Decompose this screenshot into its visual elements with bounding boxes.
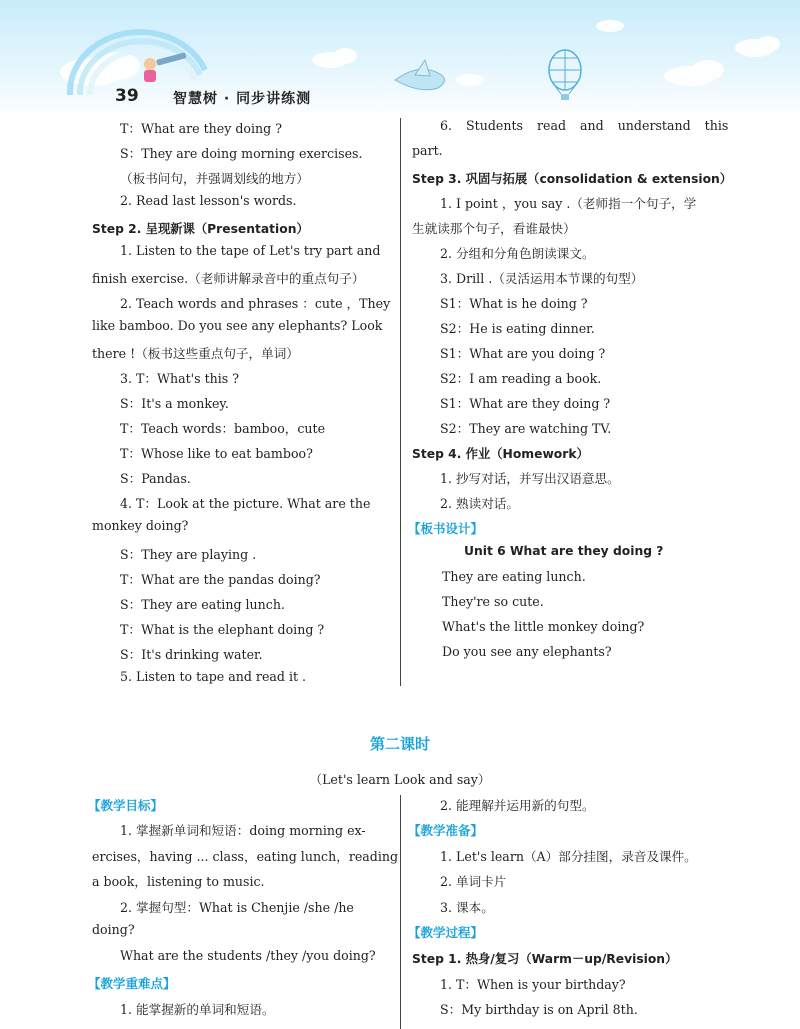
text-line: S：They are doing morning exercises. [120, 146, 363, 161]
text-line: S1：What are they doing ? [440, 396, 611, 411]
text-line: 3. T：What's this ? [120, 371, 239, 386]
text-line: S2：I am reading a book. [440, 371, 602, 386]
text-line: 3. 课本。 [440, 900, 494, 915]
text-line: 2. 掌握句型：What is Chenjie /she /he [120, 900, 354, 915]
text-line: T：What are they doing ? [120, 121, 282, 136]
text-line: 5. Listen to tape and read it . [120, 669, 307, 684]
text-line: T：What are the pandas doing? [120, 572, 321, 587]
text-line: S：They are playing . [120, 547, 257, 562]
blackboard-design-tag: 【板书设计】 [408, 521, 484, 536]
key-points-tag: 【教学重难点】 [88, 976, 176, 991]
text-line: S：It's a monkey. [120, 396, 229, 411]
text-line: S：It's drinking water. [120, 647, 263, 662]
text-line: 3. Drill .（灵活运用本节课的句型） [440, 271, 644, 286]
blackboard-title: Unit 6 What are they doing ? [464, 544, 664, 558]
text-line: They're so cute. [442, 594, 544, 609]
column-divider [400, 118, 401, 686]
preparation-tag: 【教学准备】 [408, 823, 484, 838]
text-line: part. [412, 143, 443, 158]
step-heading: Step 4. 作业（Homework） [412, 447, 589, 461]
text-line: They are eating lunch. [442, 569, 586, 584]
text-line: 1. 能掌握新的单词和短语。 [120, 1002, 275, 1017]
text-line: 2. 熟读对话。 [440, 496, 519, 511]
text-line: T：Whose like to eat bamboo? [120, 446, 313, 461]
text-line: 1. T：When is your birthday? [440, 977, 626, 992]
text-line: （板书问句，并强调划线的地方） [120, 171, 309, 186]
text-line: 2. Teach words and phrases ：cute ，They [120, 296, 391, 311]
text-line: ercises，having ... class，eating lunch，reading [92, 849, 399, 864]
text-line: doing? [92, 922, 135, 937]
objectives-tag: 【教学目标】 [88, 798, 164, 813]
book-title: 智慧树 · 同步讲练测 [173, 91, 312, 107]
text-line: S2：They are watching TV. [440, 421, 612, 436]
text-line: S2：He is eating dinner. [440, 321, 595, 336]
column-divider [400, 795, 401, 1029]
text-line: 4. T：Look at the picture. What are the [120, 496, 371, 511]
text-line: 1. 抄写对话，并写出汉语意思。 [440, 471, 620, 486]
step-heading: Step 1. 热身/复习（Warm－up/Revision） [412, 952, 678, 966]
text-line: 生就读那个句子，看谁最快） [412, 221, 576, 236]
text-line: 1. 掌握新单词和短语：doing morning ex- [120, 823, 366, 838]
page-header [0, 0, 800, 120]
bird-icon [395, 60, 445, 90]
text-line: monkey doing? [92, 518, 189, 533]
section-subtitle: （Let's learn Look and say） [309, 772, 491, 787]
text-line: S1：What is he doing ? [440, 296, 588, 311]
text-line: 1. Let's learn（A）部分挂图，录音及课件。 [440, 849, 697, 864]
text-line: Do you see any elephants? [442, 644, 612, 659]
text-line: 2. Read last lesson's words. [120, 193, 297, 208]
text-line: S：Pandas. [120, 471, 191, 486]
text-line: T：Teach words：bamboo，cute [120, 421, 326, 436]
text-line: finish exercise.（老师讲解录音中的重点句子） [92, 271, 365, 286]
text-line: S：My birthday is on April 8th. [440, 1002, 638, 1017]
step-heading: Step 2. 呈现新课（Presentation） [92, 222, 309, 236]
text-line: 1. I point ，you say .（老师指一个句子，学 [440, 196, 697, 211]
text-line: 1. Listen to the tape of Let's try part and [120, 243, 381, 258]
text-line: like bamboo. Do you see any elephants? Look [92, 318, 383, 333]
text-line: a book，listening to music. [92, 874, 265, 889]
text-line: 2. 分组和分角色朗读课文。 [440, 246, 595, 261]
text-line: What's the little monkey doing? [442, 619, 645, 634]
text-line: S1：What are you doing ? [440, 346, 606, 361]
hot-air-balloon-icon [549, 50, 581, 100]
page-number: 39 [115, 86, 139, 106]
text-line: there !（板书这些重点句子，单词） [92, 346, 299, 361]
text-line: 2. 能理解并运用新的句型。 [440, 798, 595, 813]
text-line: S：They are eating lunch. [120, 597, 285, 612]
text-line: What are the students /they /you doing? [120, 948, 376, 963]
process-tag: 【教学过程】 [408, 925, 484, 940]
section-title: 第二课时 [369, 735, 430, 753]
step-heading: Step 3. 巩固与拓展（consolidation & extension） [412, 172, 733, 186]
text-line: 2. 单词卡片 [440, 874, 507, 889]
text-line: 6. Students read and understand this [440, 118, 729, 133]
text-line: T：What is the elephant doing ? [120, 622, 325, 637]
